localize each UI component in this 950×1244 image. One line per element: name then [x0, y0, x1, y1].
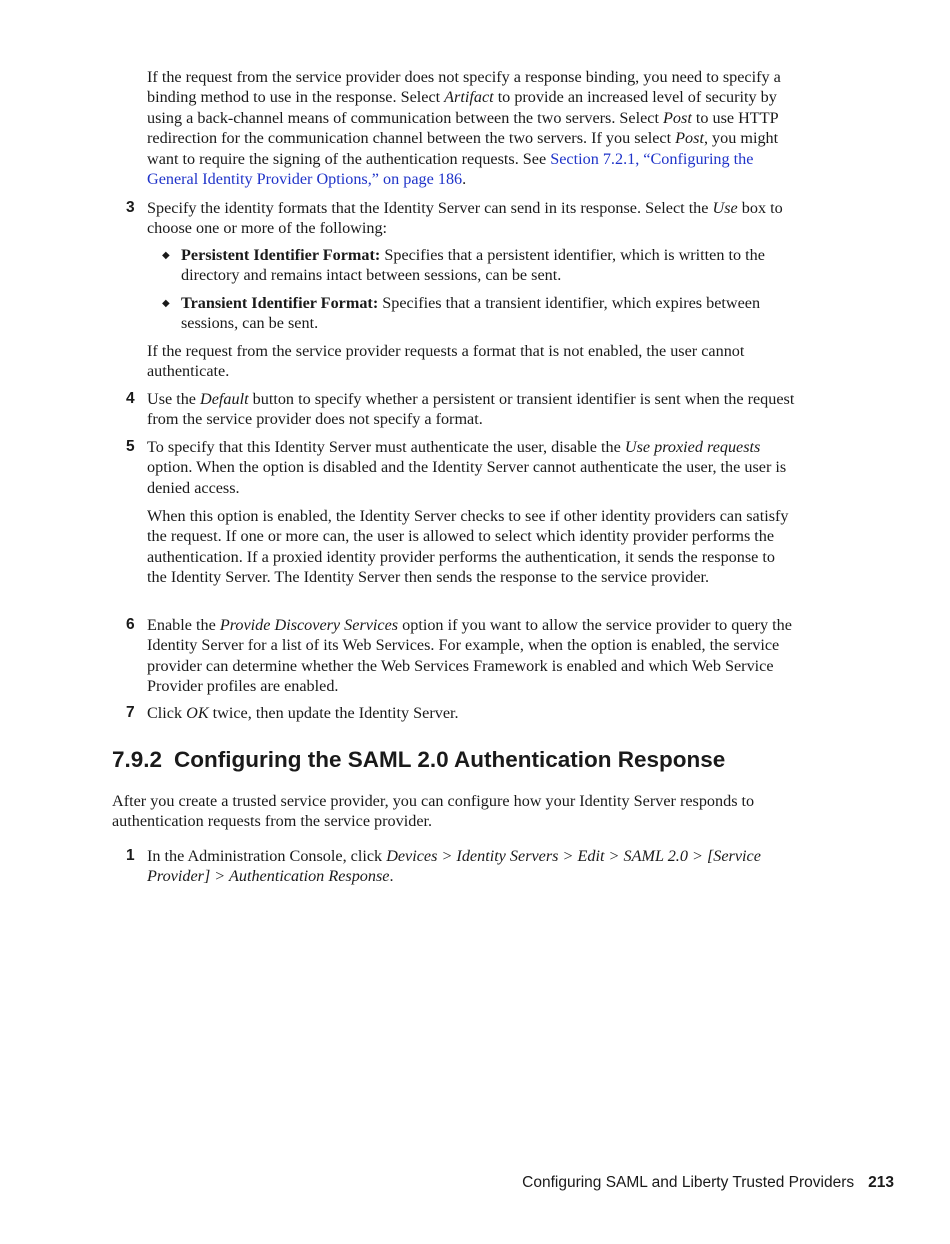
intro-paragraph — [147, 67, 797, 189]
step-3-text — [147, 198, 797, 239]
section-heading — [112, 745, 812, 775]
step-6-text — [147, 615, 797, 697]
section-7-2-1-link[interactable]: Section 7.2.1, “Configuring the General Identity Provider Options,” on page 186 — [147, 149, 754, 189]
step-7-text — [147, 703, 797, 723]
step-7-text-1: Click — [147, 704, 187, 722]
diamond-bullet-icon: ◆ — [162, 298, 170, 309]
step-3-note: If the request from the service provider requests a format that is not enabled, the user cannot authenticate. — [147, 342, 745, 381]
step-6-text-2: option if you want to allow the service provider to query the Identity Server for a list of its Web Services. For example, when the option is enabled, the service provider can determine whether the Web Services Framework is enabled and which Web Service Provider profiles are enabled. — [147, 616, 792, 696]
artifact-emphasis: Artifact — [444, 88, 494, 107]
footer-title: Configuring SAML and Liberty Trusted Providers — [522, 1174, 855, 1191]
step-number: 4 — [126, 390, 135, 407]
step-4-text-2: button to specify whether a persistent or transient identifier is sent when the request from the service provider does not specify a format. — [147, 390, 795, 429]
step-3-text-2: box to choose one or more of the following: — [147, 199, 783, 238]
bullet-description: Specifies that a persistent identifier, which is written to the directory and remains intact between sessions, can be sent. — [181, 246, 765, 285]
bullet-text — [181, 293, 795, 334]
bullet-description: Specifies that a transient identifier, which expires between sessions, can be sent. — [181, 294, 761, 333]
post-emphasis: Post — [663, 108, 692, 127]
step-5-text-1: To specify that this Identity Server must authenticate the user, disable the — [147, 438, 625, 456]
page-footer — [522, 1173, 894, 1193]
provide-discovery-services-emphasis: Provide Discovery Services — [219, 616, 399, 634]
bullet-text — [181, 245, 795, 286]
ok-emphasis: OK — [186, 704, 209, 722]
step-5-text-2: option. When the option is disabled and the Identity Server cannot authenticate the user, the user is denied access. — [147, 458, 787, 497]
step-number: 5 — [126, 438, 135, 455]
bullet-term: Transient Identifier Format: — [181, 294, 379, 312]
step-1-text-2: . — [389, 867, 394, 886]
step-7-text-2: twice, then update the Identity Server. — [208, 704, 459, 722]
intro-text-1: If the request from the service provider does not specify a response binding, you need to specify a binding method to use in the response. Select — [147, 68, 781, 107]
step-number: 3 — [126, 199, 135, 216]
intro-text-3: to use HTTP redirection for the communication channel between the two servers. If you select — [147, 108, 778, 148]
diamond-bullet-icon: ◆ — [162, 250, 170, 261]
step-6-text-1: Enable the — [147, 616, 220, 634]
post-emphasis-2: Post — [675, 129, 704, 148]
page-number: 213 — [868, 1174, 894, 1191]
step-4-text-1: Use the — [147, 390, 201, 408]
step-number: 1 — [126, 847, 135, 864]
step-number: 6 — [126, 616, 135, 633]
step-number: 7 — [126, 704, 135, 721]
step-3-text-1: Specify the identity formats that the Identity Server can send in its response. Select the — [147, 199, 713, 217]
bullet-term: Persistent Identifier Format: — [181, 246, 381, 264]
intro-text-5: . — [462, 170, 467, 189]
default-emphasis: Default — [200, 390, 249, 408]
intro-text-4: , you might want to require the signing of the authentication requests. See — [147, 129, 779, 168]
step-4-text — [147, 389, 797, 430]
step-1-text-1: In the Administration Console, click — [147, 847, 387, 865]
use-proxied-requests-emphasis: Use proxied requests — [624, 438, 761, 456]
section-title: Configuring the SAML 2.0 Authentication Response — [174, 747, 726, 772]
intro-text-2: to provide an increased level of security by using a back-channel means of communication between the two servers. Select — [147, 88, 777, 127]
step-1-text — [147, 846, 797, 887]
section-intro-paragraph: After you create a trusted service provider, you can configure how your Identity Server responds to authentication requests from the service provider. — [112, 792, 755, 831]
use-emphasis: Use — [712, 199, 738, 217]
step-5-note: When this option is enabled, the Identity Server checks to see if other identity providers can satisfy the request. If one or more can, the user is allowed to select which identity provider performs the authentication. If a proxied identity provider performs the authentication, it sends the response to the Identity Server. The Identity Server then sends the response to the service provider. — [147, 507, 789, 587]
step-5-text — [147, 437, 797, 498]
section-number: 7.9.2 — [112, 747, 163, 772]
navigation-path-emphasis: Devices > Identity Servers > Edit > SAML 2.0 > [Service Provider] > Authentication Response — [147, 847, 761, 886]
